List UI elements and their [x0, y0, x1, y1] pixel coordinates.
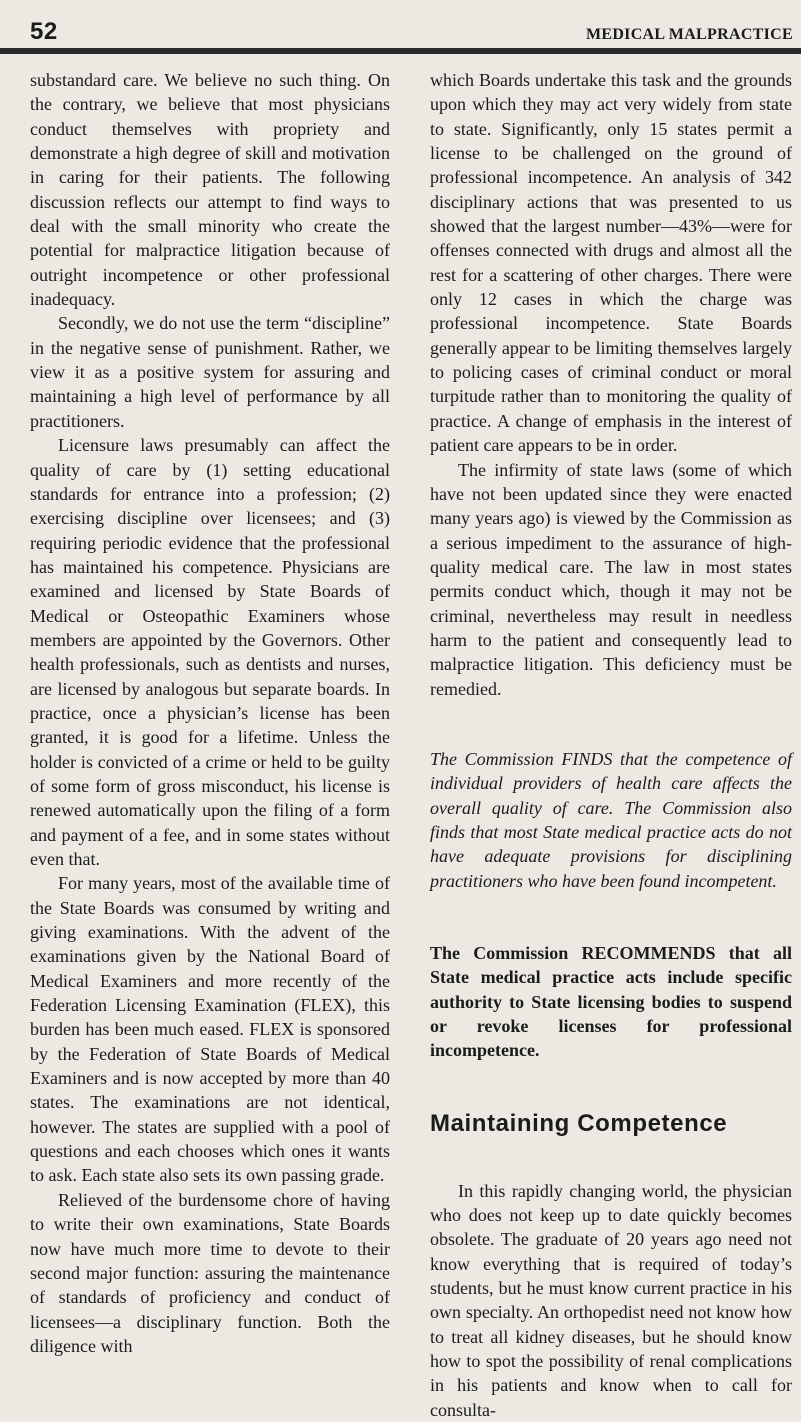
paragraph: Relieved of the burdensome chore of having to write their own examinations, State Boards now have much more time to devote to their second major function: assuring the maintenance of standards of proficiency and conduct of licensees—a disciplinary function. Both the diligence with: [30, 1189, 390, 1356]
header-rule: [0, 48, 801, 54]
paragraph: In this rapidly changing world, the physician who does not keep up to date quickly becomes obsolete. The graduate of 20 years ago need not know everything that is required of today’s students, but he must know current practice in his own specialty. An orthopedist need not know how to treat all kidney diseases, but he should know how to spot the possibility of renal complications in his patients and know when to call for consulta-: [430, 1180, 792, 1420]
left-column: [30, 68, 390, 1358]
commission-recommendation: The Commission RECOMMENDS that all State medical practice acts include specific authority to State licensing bodies to suspend or revoke licenses for professional incompetence.: [430, 943, 792, 1061]
commission-finding: The Commission FINDS that the competence of individual providers of health care affects the overall quality of care. The Commission also finds that most State medical practice acts do not have adequate provisions for disciplining practitioners who have been found incompetent.: [430, 748, 792, 891]
running-title: MEDICAL MALPRACTICE: [585, 26, 793, 43]
right-column: [430, 68, 792, 1422]
paragraph: which Boards undertake this task and the grounds upon which they may act very widely from state to state. Significantly, only 15 states permit a license to be challenged on the ground of professional incompetence. An analysis of 342 disciplinary actions that was presented to us showed that the largest number—43%—were for offenses connected with drugs and almost all the rest for a scattering of other charges. There were only 12 cases in which the charge was professional incompetence. State Boards generally appear to be limiting themselves largely to policing cases of criminal conduct or moral turpitude rather than to monitoring the quality of practice. A change of emphasis in the interest of patient care appears to be in order.: [430, 70, 792, 456]
paragraph: For many years, most of the available time of the State Boards was consumed by writing and giving examinations. With the advent of the examinations given by the National Board of Medical Examiners and more recently of the Federation Licensing Examination (FLEX), this burden has been much eased. FLEX is sponsored by the Federation of State Boards of Medical Examiners and is now accepted by more than 40 states. The examinations are not identical, however. The states are supplied with a pool of questions and each chooses which ones it wants to ask. Each state also sets its own passing grade.: [30, 873, 390, 1186]
section-heading: Maintaining Competence: [430, 1109, 728, 1137]
page-number: 52: [30, 18, 58, 45]
paragraph: substandard care. We believe no such thing. On the contrary, we believe that most physicians conduct themselves with propriety and demonstrate a high degree of skill and motivation in caring for their patients. The following discussion reflects our attempt to find ways to deal with the small minority who create the potential for malpractice litigation because of outright incompetence or other professional inadequacy.: [30, 70, 390, 310]
paragraph: Licensure laws presumably can affect the quality of care by (1) setting educational standards for entrance into a profession; (2) exercising discipline over licensees; and (3) requiring periodic evidence that the professional has maintained his competence. Physicians are examined and licensed by State Boards of Medical or Osteopathic Examiners whose members are appointed by the Governors. Other health professionals, such as dentists and nurses, are licensed by analogous but separate boards. In practice, once a physician’s license has been granted, it is good for a lifetime. Unless the holder is convicted of a crime or held to be guilty of some form of gross misconduct, his license is renewed automatically upon the filing of a form and payment of a fee, and in some states without even that.: [30, 435, 390, 869]
paragraph: Secondly, we do not use the term “discipline” in the negative sense of punishment. Rather, we view it as a positive system for assuring and maintaining a high level of performance by all practitioners.: [30, 313, 390, 431]
paragraph: The infirmity of state laws (some of which have not been updated since they were enacted many years ago) is viewed by the Commission as a serious impediment to the assurance of high-quality medical care. The law in most states permits conduct which, though it may not be criminal, nevertheless may result in needless harm to the patient and consequently lead to malpractice litigation. This deficiency must be remedied.: [430, 459, 792, 699]
page-header: [0, 0, 801, 58]
